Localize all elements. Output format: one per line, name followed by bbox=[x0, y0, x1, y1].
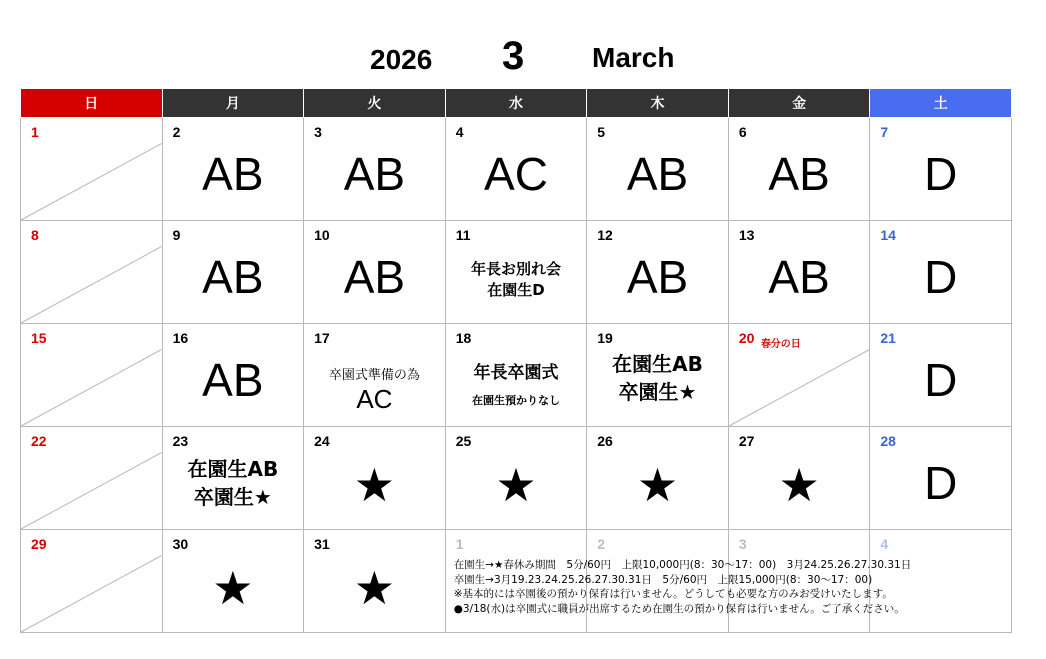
calendar-grid bbox=[20, 88, 1012, 633]
day-cell bbox=[870, 324, 1012, 427]
day-cell bbox=[728, 118, 870, 221]
day-number: 30 bbox=[172, 536, 189, 552]
day-cell bbox=[162, 221, 304, 324]
day-number: 1 bbox=[455, 536, 464, 552]
day-cell bbox=[728, 530, 870, 633]
star-icon: ★ bbox=[353, 561, 396, 615]
day-code: AB bbox=[626, 251, 689, 303]
day-cell bbox=[21, 221, 163, 324]
event-line: 年長卒園式 bbox=[473, 363, 559, 383]
week-row bbox=[21, 324, 1012, 427]
weekday-header-row bbox=[21, 89, 1012, 118]
event-line: 在園生AB bbox=[187, 457, 279, 481]
day-cell bbox=[587, 324, 729, 427]
day-cell bbox=[587, 221, 729, 324]
day-event bbox=[587, 350, 728, 406]
day-number: 4 bbox=[880, 536, 889, 552]
day-number: 2 bbox=[597, 536, 606, 552]
star-icon: ★ bbox=[495, 458, 537, 512]
event-line: 年長お別れ会 bbox=[470, 260, 561, 278]
day-code: AB bbox=[343, 148, 406, 200]
day-number: 7 bbox=[880, 124, 889, 140]
star-icon: ★ bbox=[636, 458, 679, 512]
week-row bbox=[21, 427, 1012, 530]
day-cell bbox=[870, 221, 1012, 324]
day-cell bbox=[162, 118, 304, 221]
day-number: 19 bbox=[597, 330, 613, 346]
note-line: ●3/18(水)は卒園式に職員が出席するため在園生の預かり保育は行いません。ご了承ください。 bbox=[453, 602, 905, 615]
day-number: 3 bbox=[738, 536, 747, 552]
day-number: 13 bbox=[738, 227, 755, 243]
day-cell bbox=[21, 427, 163, 530]
star-icon: ★ bbox=[212, 561, 254, 615]
day-cell bbox=[304, 324, 446, 427]
day-cell bbox=[445, 427, 587, 530]
day-cell bbox=[870, 530, 1012, 633]
day-event bbox=[446, 259, 587, 301]
event-line: 卒園生★ bbox=[193, 485, 272, 509]
day-number: 10 bbox=[314, 227, 330, 243]
day-cell bbox=[587, 530, 729, 633]
day-cell bbox=[445, 530, 912, 633]
holiday-label: 春分の日 bbox=[760, 339, 801, 350]
day-cell bbox=[728, 427, 870, 530]
day-code: D bbox=[924, 251, 958, 303]
day-cell bbox=[304, 530, 446, 633]
star-icon: ★ bbox=[778, 458, 820, 512]
day-cell bbox=[162, 324, 304, 427]
day-number: 20 bbox=[738, 330, 755, 346]
day-cell bbox=[870, 427, 1012, 530]
day-number: 2 bbox=[172, 124, 181, 140]
weekday-thursday: 木 bbox=[587, 89, 729, 118]
day-number: 26 bbox=[597, 433, 613, 449]
day-code: D bbox=[924, 457, 958, 509]
day-number: 8 bbox=[31, 227, 39, 243]
day-number: 18 bbox=[455, 330, 472, 346]
year-label: 2026 bbox=[370, 44, 433, 75]
event-line: 卒園生★ bbox=[618, 380, 697, 404]
day-cell bbox=[587, 427, 729, 530]
day-number: 22 bbox=[31, 433, 47, 449]
day-number: 31 bbox=[314, 536, 330, 552]
day-number: 11 bbox=[455, 227, 471, 243]
day-number: 9 bbox=[172, 227, 181, 243]
event-line: 在園生AB bbox=[612, 352, 703, 376]
day-cell bbox=[21, 118, 163, 221]
day-code: AB bbox=[768, 251, 830, 303]
day-number: 28 bbox=[880, 433, 896, 449]
day-cell bbox=[445, 324, 587, 427]
day-cell bbox=[304, 221, 446, 324]
day-cell bbox=[304, 118, 446, 221]
day-cell bbox=[728, 324, 870, 427]
day-cell bbox=[162, 427, 304, 530]
day-code: AB bbox=[768, 148, 830, 200]
day-event bbox=[163, 455, 304, 511]
day-code: AB bbox=[626, 148, 689, 200]
day-number: 3 bbox=[314, 124, 322, 140]
weekday-sunday: 日 bbox=[21, 89, 163, 118]
day-cell bbox=[870, 118, 1012, 221]
day-cell bbox=[304, 427, 446, 530]
day-code: D bbox=[924, 148, 958, 200]
month-number: 3 bbox=[502, 34, 525, 78]
day-number: 25 bbox=[455, 433, 472, 449]
day-cell bbox=[587, 118, 729, 221]
event-line: 卒園式準備の為 bbox=[328, 368, 420, 383]
day-code: AC bbox=[484, 148, 548, 200]
day-code: AB bbox=[202, 354, 264, 406]
event-line: 在園生預かりなし bbox=[471, 394, 560, 407]
day-number: 12 bbox=[597, 227, 613, 243]
day-number: 24 bbox=[314, 433, 330, 449]
month-name: March bbox=[592, 42, 675, 73]
star-icon: ★ bbox=[353, 458, 396, 512]
day-number: 29 bbox=[31, 536, 47, 552]
day-number: 4 bbox=[455, 124, 464, 140]
day-cell bbox=[21, 530, 163, 633]
day-number: 23 bbox=[172, 433, 189, 449]
day-number: 21 bbox=[880, 330, 896, 346]
note-line: ※基本的には卒園後の預かり保育は行いません。どうしても必要な方のみお受けいたします。 bbox=[453, 588, 893, 600]
day-code: AB bbox=[343, 251, 406, 303]
day-number: 5 bbox=[597, 124, 606, 140]
day-code: AC bbox=[356, 384, 393, 414]
weekday-wednesday: 水 bbox=[445, 89, 587, 118]
day-cell bbox=[445, 221, 587, 324]
calendar-header bbox=[0, 34, 1024, 84]
weekday-tuesday: 火 bbox=[304, 89, 446, 118]
day-number: 16 bbox=[172, 330, 189, 346]
day-number: 27 bbox=[738, 433, 755, 449]
week-row bbox=[21, 221, 1012, 324]
weekday-monday: 月 bbox=[162, 89, 304, 118]
day-number: 15 bbox=[31, 330, 47, 346]
day-cell bbox=[728, 221, 870, 324]
weekday-friday: 金 bbox=[728, 89, 870, 118]
week-row bbox=[21, 118, 1012, 221]
note-line: 在園生→★春休み期間 5分/60円 上限10,000円(8：30～17：00) 3月24.25.26.27.30.31日 bbox=[453, 559, 912, 571]
note-line: 卒園生→3月19.23.24.25.26.27.30.31日 5分/60円 上限15,000円(8：30～17：00) bbox=[453, 573, 873, 586]
day-code: AB bbox=[202, 148, 264, 200]
day-number: 1 bbox=[31, 124, 39, 140]
day-cell bbox=[21, 324, 163, 427]
day-code: D bbox=[924, 354, 958, 406]
day-number: 17 bbox=[314, 330, 330, 346]
closed-day-slash bbox=[21, 221, 162, 323]
day-number: 6 bbox=[738, 124, 747, 140]
week-row bbox=[21, 530, 1012, 633]
day-cell bbox=[445, 118, 587, 221]
weekday-saturday: 土 bbox=[870, 89, 1012, 118]
day-cell bbox=[162, 530, 304, 633]
event-line: 在園生D bbox=[487, 281, 545, 299]
closed-day-slash bbox=[21, 118, 162, 220]
day-code: AB bbox=[202, 251, 264, 303]
day-number: 14 bbox=[880, 227, 896, 243]
